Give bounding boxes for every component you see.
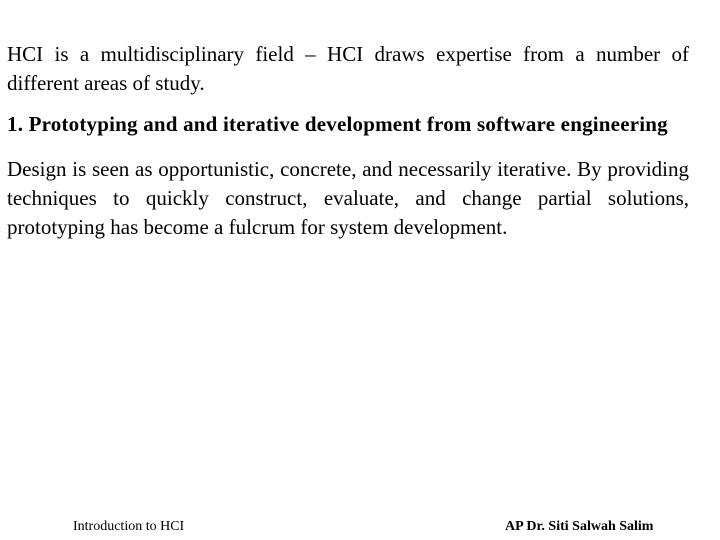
footer-course-title: Introduction to HCI: [73, 519, 185, 534]
footer-author: AP Dr. Siti Salwah Salim: [505, 519, 654, 534]
intro-paragraph: HCI is a multidisciplinary field – HCI draws expertise from a number of different areas of study.: [7, 42, 689, 95]
section-heading: 1. Prototyping and and iterative development from software engineering: [7, 112, 668, 136]
slide-content: [7, 40, 689, 242]
body-paragraph: Design is seen as opportunistic, concrete, and necessarily iterative. By providing techniques to quickly construct, evaluate, and change partial solutions, prototyping has become a fulcrum for system development.: [7, 157, 689, 239]
